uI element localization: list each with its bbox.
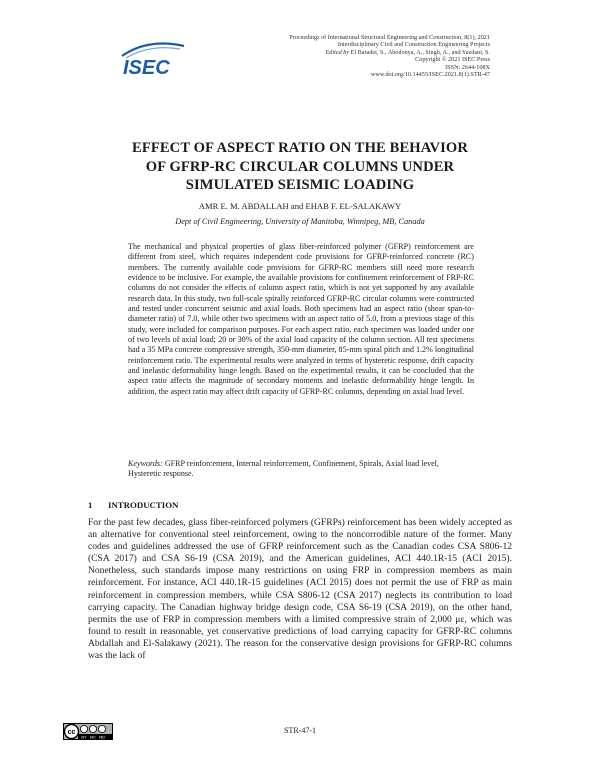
cc-mark: cc: [67, 729, 76, 736]
section-number: 1: [88, 500, 93, 510]
proceedings-line: Proceedings of International Structural Engineering and Construction, 8(1), 2021: [289, 34, 490, 41]
edited-by-label: Edited by: [325, 48, 350, 56]
proceedings-header: [200, 34, 490, 78]
issn-line: ISSN: 2644-108X: [445, 63, 490, 71]
logo-text: ISEC: [123, 57, 170, 79]
title-line: EFFECT OF ASPECT RATIO ON THE BEHAVIOR: [131, 140, 469, 156]
section-heading: [88, 500, 178, 510]
copyright-line: Copyright © 2021 ISEC Press: [415, 56, 490, 64]
doi-link[interactable]: www.doi.org/10.14455/ISEC.2021.8(1).STR-47: [370, 71, 490, 79]
keywords: [128, 459, 474, 480]
abstract: The mechanical and physical properties of glass fiber-reinforced polymer (GFRP) reinforcement are different from steel, which requires independent code provisions for GFRP-reinforced concrete (RC) members. The currently available code provisions for GFRP-RC members still need more research evidence to be inclusive. For example, the available provisions for confinement reinforcement of FRP-RC columns do not consider the effects of column aspect ratio, which is not yet supported by any available research data. In this study, two full-scale spirally reinforced GFRP-RC circular columns were constructed and tested under concurrent seismic and axial loads. Both specimens had an aspect ratio (shear span-to-diameter ratio) of 7.0, while other two specimens with an aspect ratio of 5.0, from a previous stage of this study, were included for comparison purposes. For each aspect ratio, each specimen was loaded under one of two levels of axial load; 20 or 30% of the axial load capacity of the column section. All test specimens had a 35 MPa concrete compressive strength, 350-mm diameter, 85-mm spiral pitch and 1.2% longitudinal reinforcement ratio. The experimental results were analyzed in terms of hysteretic response, drift capacity and inelastic deformability hinge length. Based on the experimental results, it can be concluded that the aspect ratio affects the magnitude of secondary moments and inelastic deformability hinge length. In addition, the aspect ratio may affect drift capacity of GFRP-RC columns, depending on axial load level.: [128, 242, 474, 396]
introduction-text: For the past few decades, glass fiber-reinforced polymers (GFRPs) reinforcement has been widely accepted as an alternative for conventional steel reinforcement, owing to the noncorrodible nature of the former. Many codes and guidelines addressed the use of GFRP reinforcement such as the Canadian codes CSA S806-12 (CSA 2017) and CSA S6-19 (CSA 2019), and the American guidelines, ACI 440.1R-15 (ACI 2015). Nonetheless, such standards impose many restrictions on using FRP in compression members as main reinforcement. For instance, ACI 440.1R-15 guidelines (ACI 2015) does not permit the use of FRP as main reinforcement in compression members, while CSA S806-12 (CSA 2017) neglects its contribution to load carrying capacity. The Canadian highway bridge design code, CSA S6-19 (CSA 2019), on the other hand, permits the use of FRP in compression members with a limited compressive strain of 2,000 με, which was found to result in reasonable, yet conservative predictions of load carrying capacity for GFRP-RC columns Abdallah and El-Salakawy (2021). The reason for the conservative design provisions for GFRP-RC columns was the lack of: [88, 517, 512, 662]
editors-names: El Baradei, S., Abodonya, A., Singh, A., and Yazdani, S.: [350, 48, 490, 56]
isec-logo-graphic: [118, 36, 188, 80]
cc-by-nc-nd-icon: [63, 723, 113, 740]
section-title: INTRODUCTION: [108, 500, 179, 510]
title-line: SIMULATED SEISMIC LOADING: [185, 177, 415, 194]
isec-logo: [118, 36, 188, 80]
keywords-label: Keywords:: [128, 459, 163, 468]
editors-line: [200, 49, 490, 56]
affiliation: Dept of Civil Engineering, University of Manitoba, Winnipeg, MB, Canada: [175, 217, 425, 226]
logo-swoosh: [122, 44, 184, 56]
keywords-text: GFRP reinforcement, Internal reinforcement, Confinement, Spirals, Axial load level, Hysteretic response.: [128, 459, 439, 479]
cc-nc-label: NC: [90, 734, 96, 740]
series-line: Interdisciplinary Civil and Construction Engineering Projects: [337, 41, 490, 49]
authors: AMR E. M. ABDALLAH and EHAB F. EL-SALAKAWY: [198, 201, 402, 211]
title-line: OF GFRP-RC CIRCULAR COLUMNS UNDER: [145, 158, 455, 175]
cc-nd-label: ND: [99, 734, 105, 740]
cc-by-label: BY: [81, 734, 87, 740]
paper-title: [90, 139, 510, 195]
cc-license-badge[interactable]: [63, 723, 113, 740]
page-number: STR-47-1: [284, 726, 316, 735]
